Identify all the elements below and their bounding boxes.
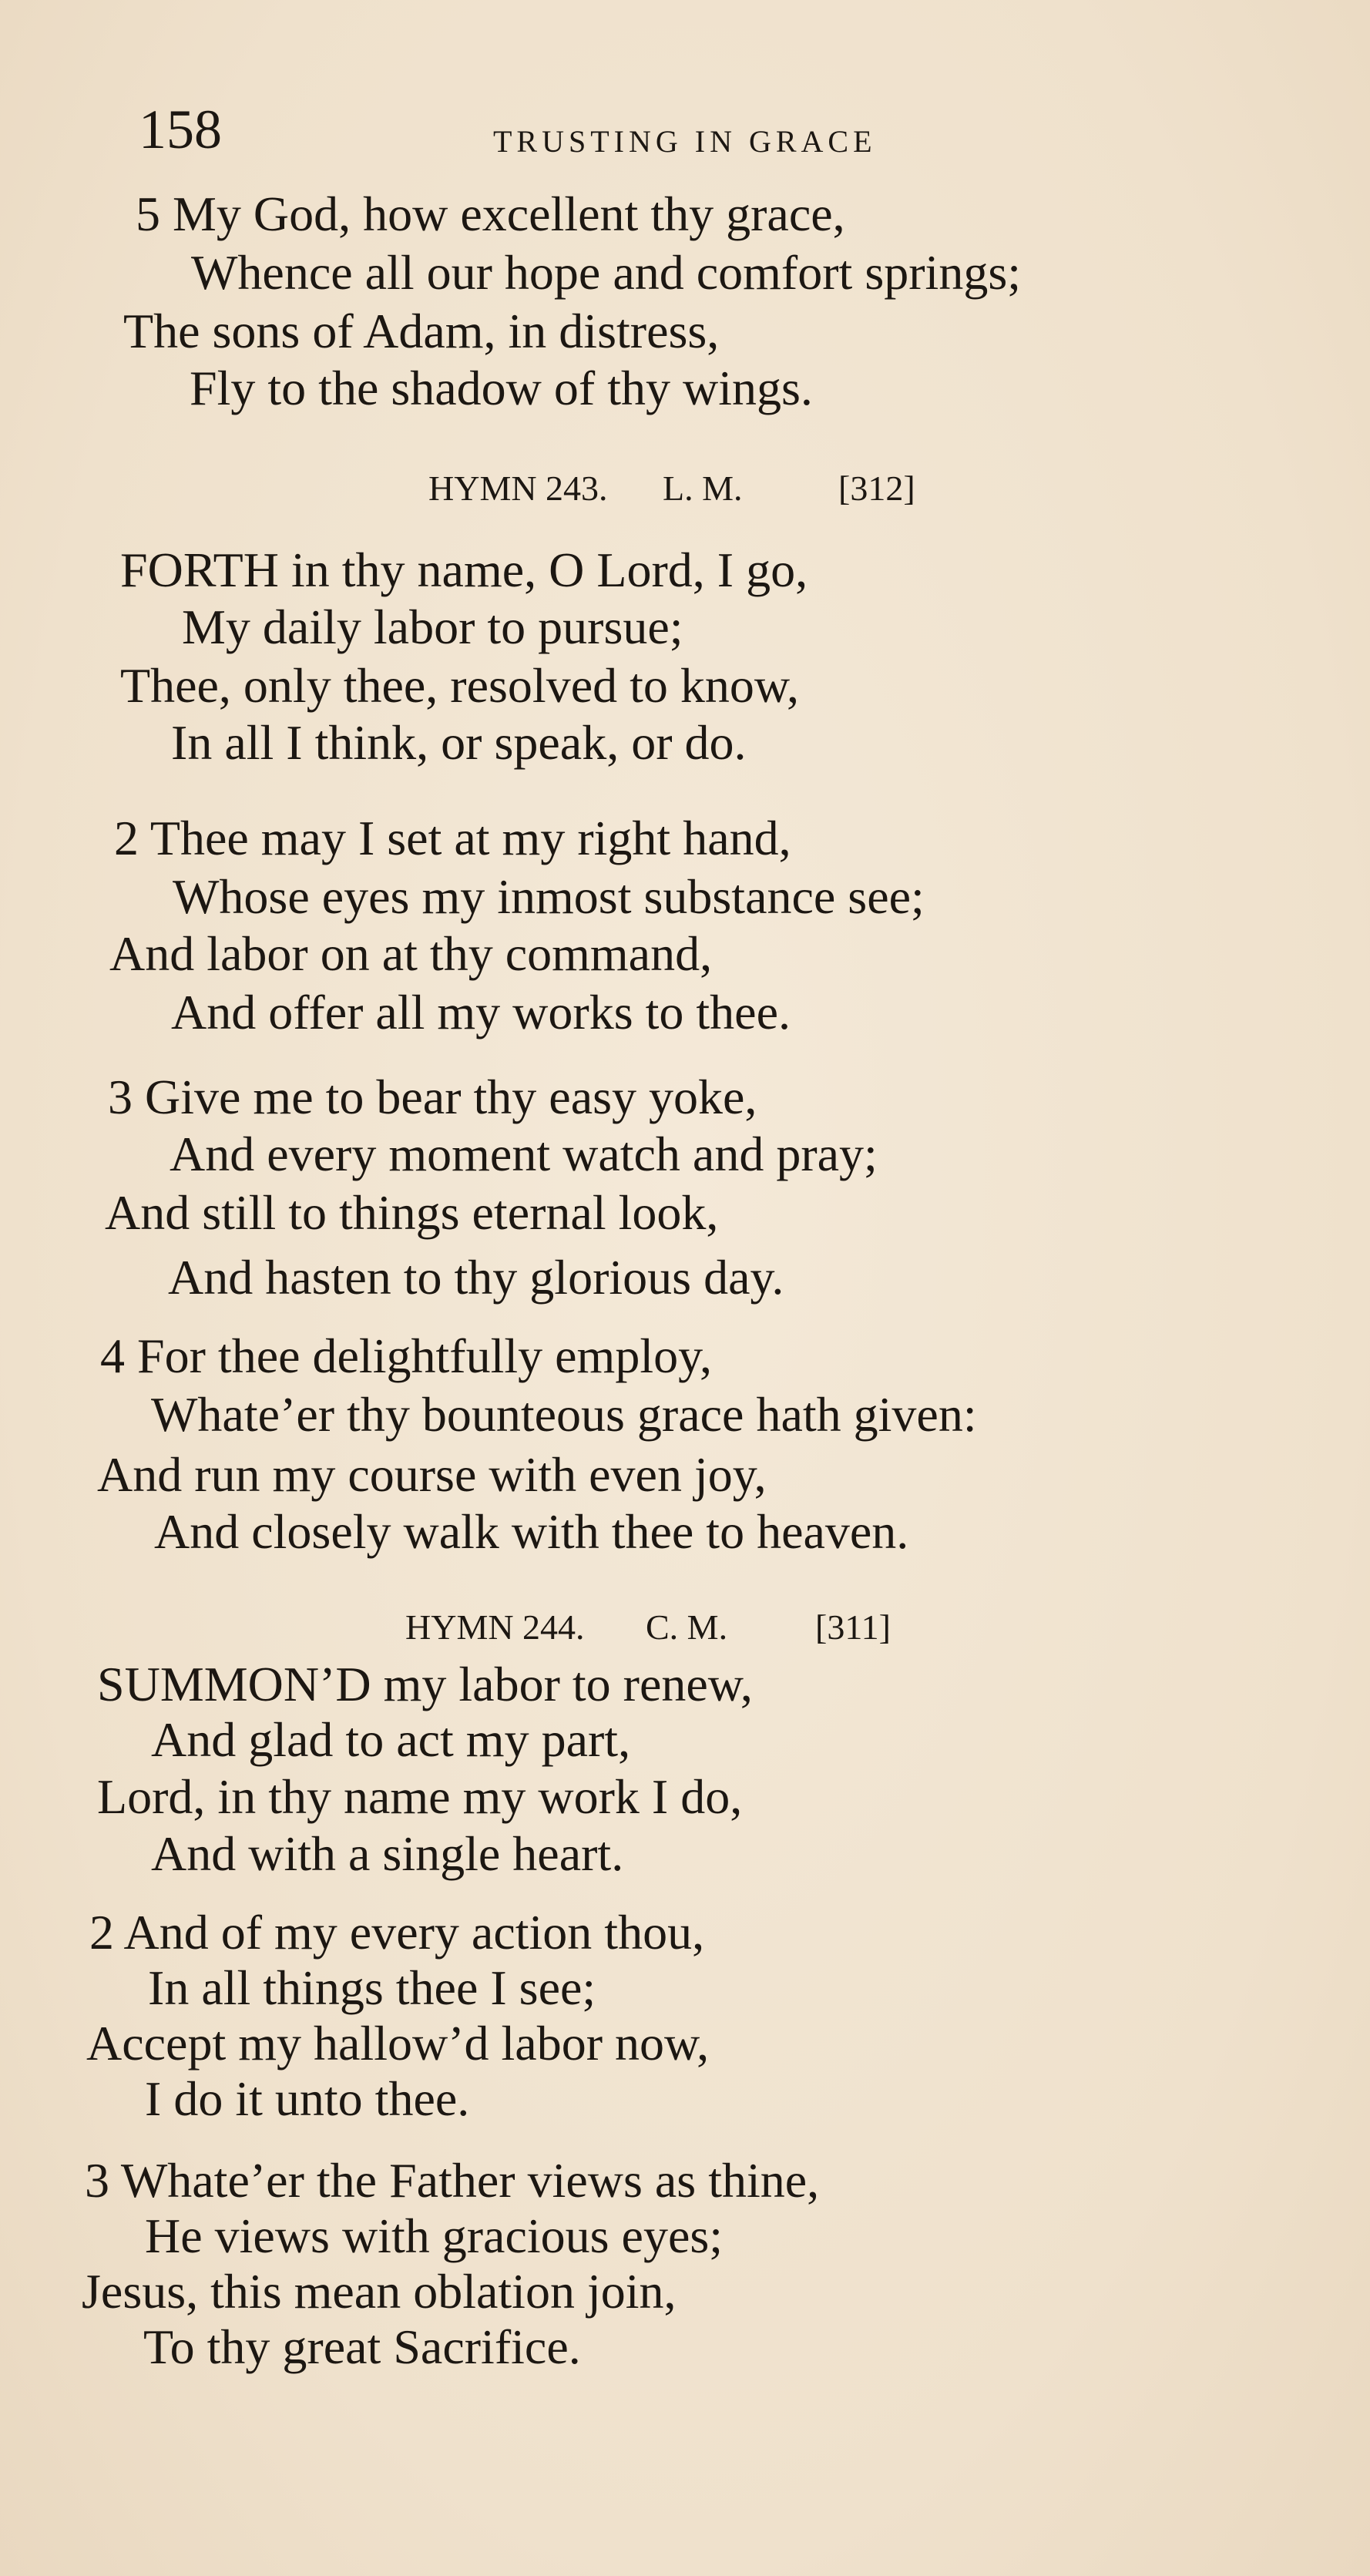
verse-line: Accept my hallow’d labor now, bbox=[86, 2016, 710, 2071]
verse-line: In all I think, or speak, or do. bbox=[171, 715, 747, 770]
verse-line: Lord, in thy name my work I do, bbox=[97, 1769, 743, 1824]
verse-line: Thee, only thee, resolved to know, bbox=[120, 658, 799, 713]
page-header bbox=[0, 91, 1370, 176]
verse-line: Whose eyes my inmost substance see; bbox=[173, 869, 925, 924]
verse-line: Fly to the shadow of thy wings. bbox=[190, 361, 813, 415]
hymn-number: HYMN 244. bbox=[405, 1607, 585, 1647]
page-number: 158 bbox=[139, 99, 222, 160]
verse-line: 3 Give me to bear thy easy yoke, bbox=[108, 1070, 757, 1124]
verse-line: Jesus, this mean oblation join, bbox=[82, 2264, 677, 2319]
verse-line: 3 Whate’er the Father views as thine, bbox=[85, 2153, 820, 2208]
verse-line: My daily labor to pursue; bbox=[182, 599, 683, 654]
verse-line: He views with gracious eyes; bbox=[145, 2208, 724, 2263]
verse-line: And labor on at thy command, bbox=[109, 926, 713, 981]
verse-line: 2 And of my every action thou, bbox=[89, 1905, 705, 1960]
hymn-tune-ref: [312] bbox=[838, 469, 915, 508]
verse-line: 2 Thee may I set at my right hand, bbox=[114, 811, 791, 865]
verse-line: And run my course with even joy, bbox=[97, 1447, 767, 1502]
verse-line: 4 For thee delightfully employ, bbox=[100, 1328, 712, 1383]
verse-line: SUMMON’D my labor to renew, bbox=[97, 1657, 753, 1711]
verse-line: And with a single heart. bbox=[151, 1826, 624, 1881]
verse-line: And glad to act my part, bbox=[151, 1712, 631, 1767]
verse-line: To thy great Sacrifice. bbox=[143, 2319, 581, 2374]
hymn-meter: L. M. bbox=[663, 469, 743, 508]
verse-line: And hasten to thy glorious day. bbox=[168, 1250, 784, 1305]
hymn-number: HYMN 243. bbox=[428, 469, 608, 508]
verse-line: The sons of Adam, in distress, bbox=[123, 304, 720, 358]
verse-line: 5 My God, how excellent thy grace, bbox=[136, 186, 845, 241]
verse-line: And still to things eternal look, bbox=[105, 1185, 719, 1240]
verse-line: I do it unto thee. bbox=[145, 2071, 470, 2126]
hymn-meter: C. M. bbox=[646, 1607, 728, 1647]
hymn-tune-ref: [311] bbox=[815, 1607, 891, 1647]
verse-line: And offer all my works to thee. bbox=[171, 985, 791, 1039]
verse-line: Whence all our hope and comfort springs; bbox=[191, 245, 1021, 300]
verse-line: In all things thee I see; bbox=[148, 1960, 596, 2015]
verse-line: And every moment watch and pray; bbox=[170, 1127, 878, 1181]
verse-line: And closely walk with thee to heaven. bbox=[154, 1504, 909, 1559]
running-title: TRUSTING IN GRACE bbox=[493, 124, 877, 159]
verse-line: Whate’er thy bounteous grace hath given: bbox=[151, 1387, 977, 1442]
verse-line: FORTH in thy name, O Lord, I go, bbox=[120, 542, 808, 597]
